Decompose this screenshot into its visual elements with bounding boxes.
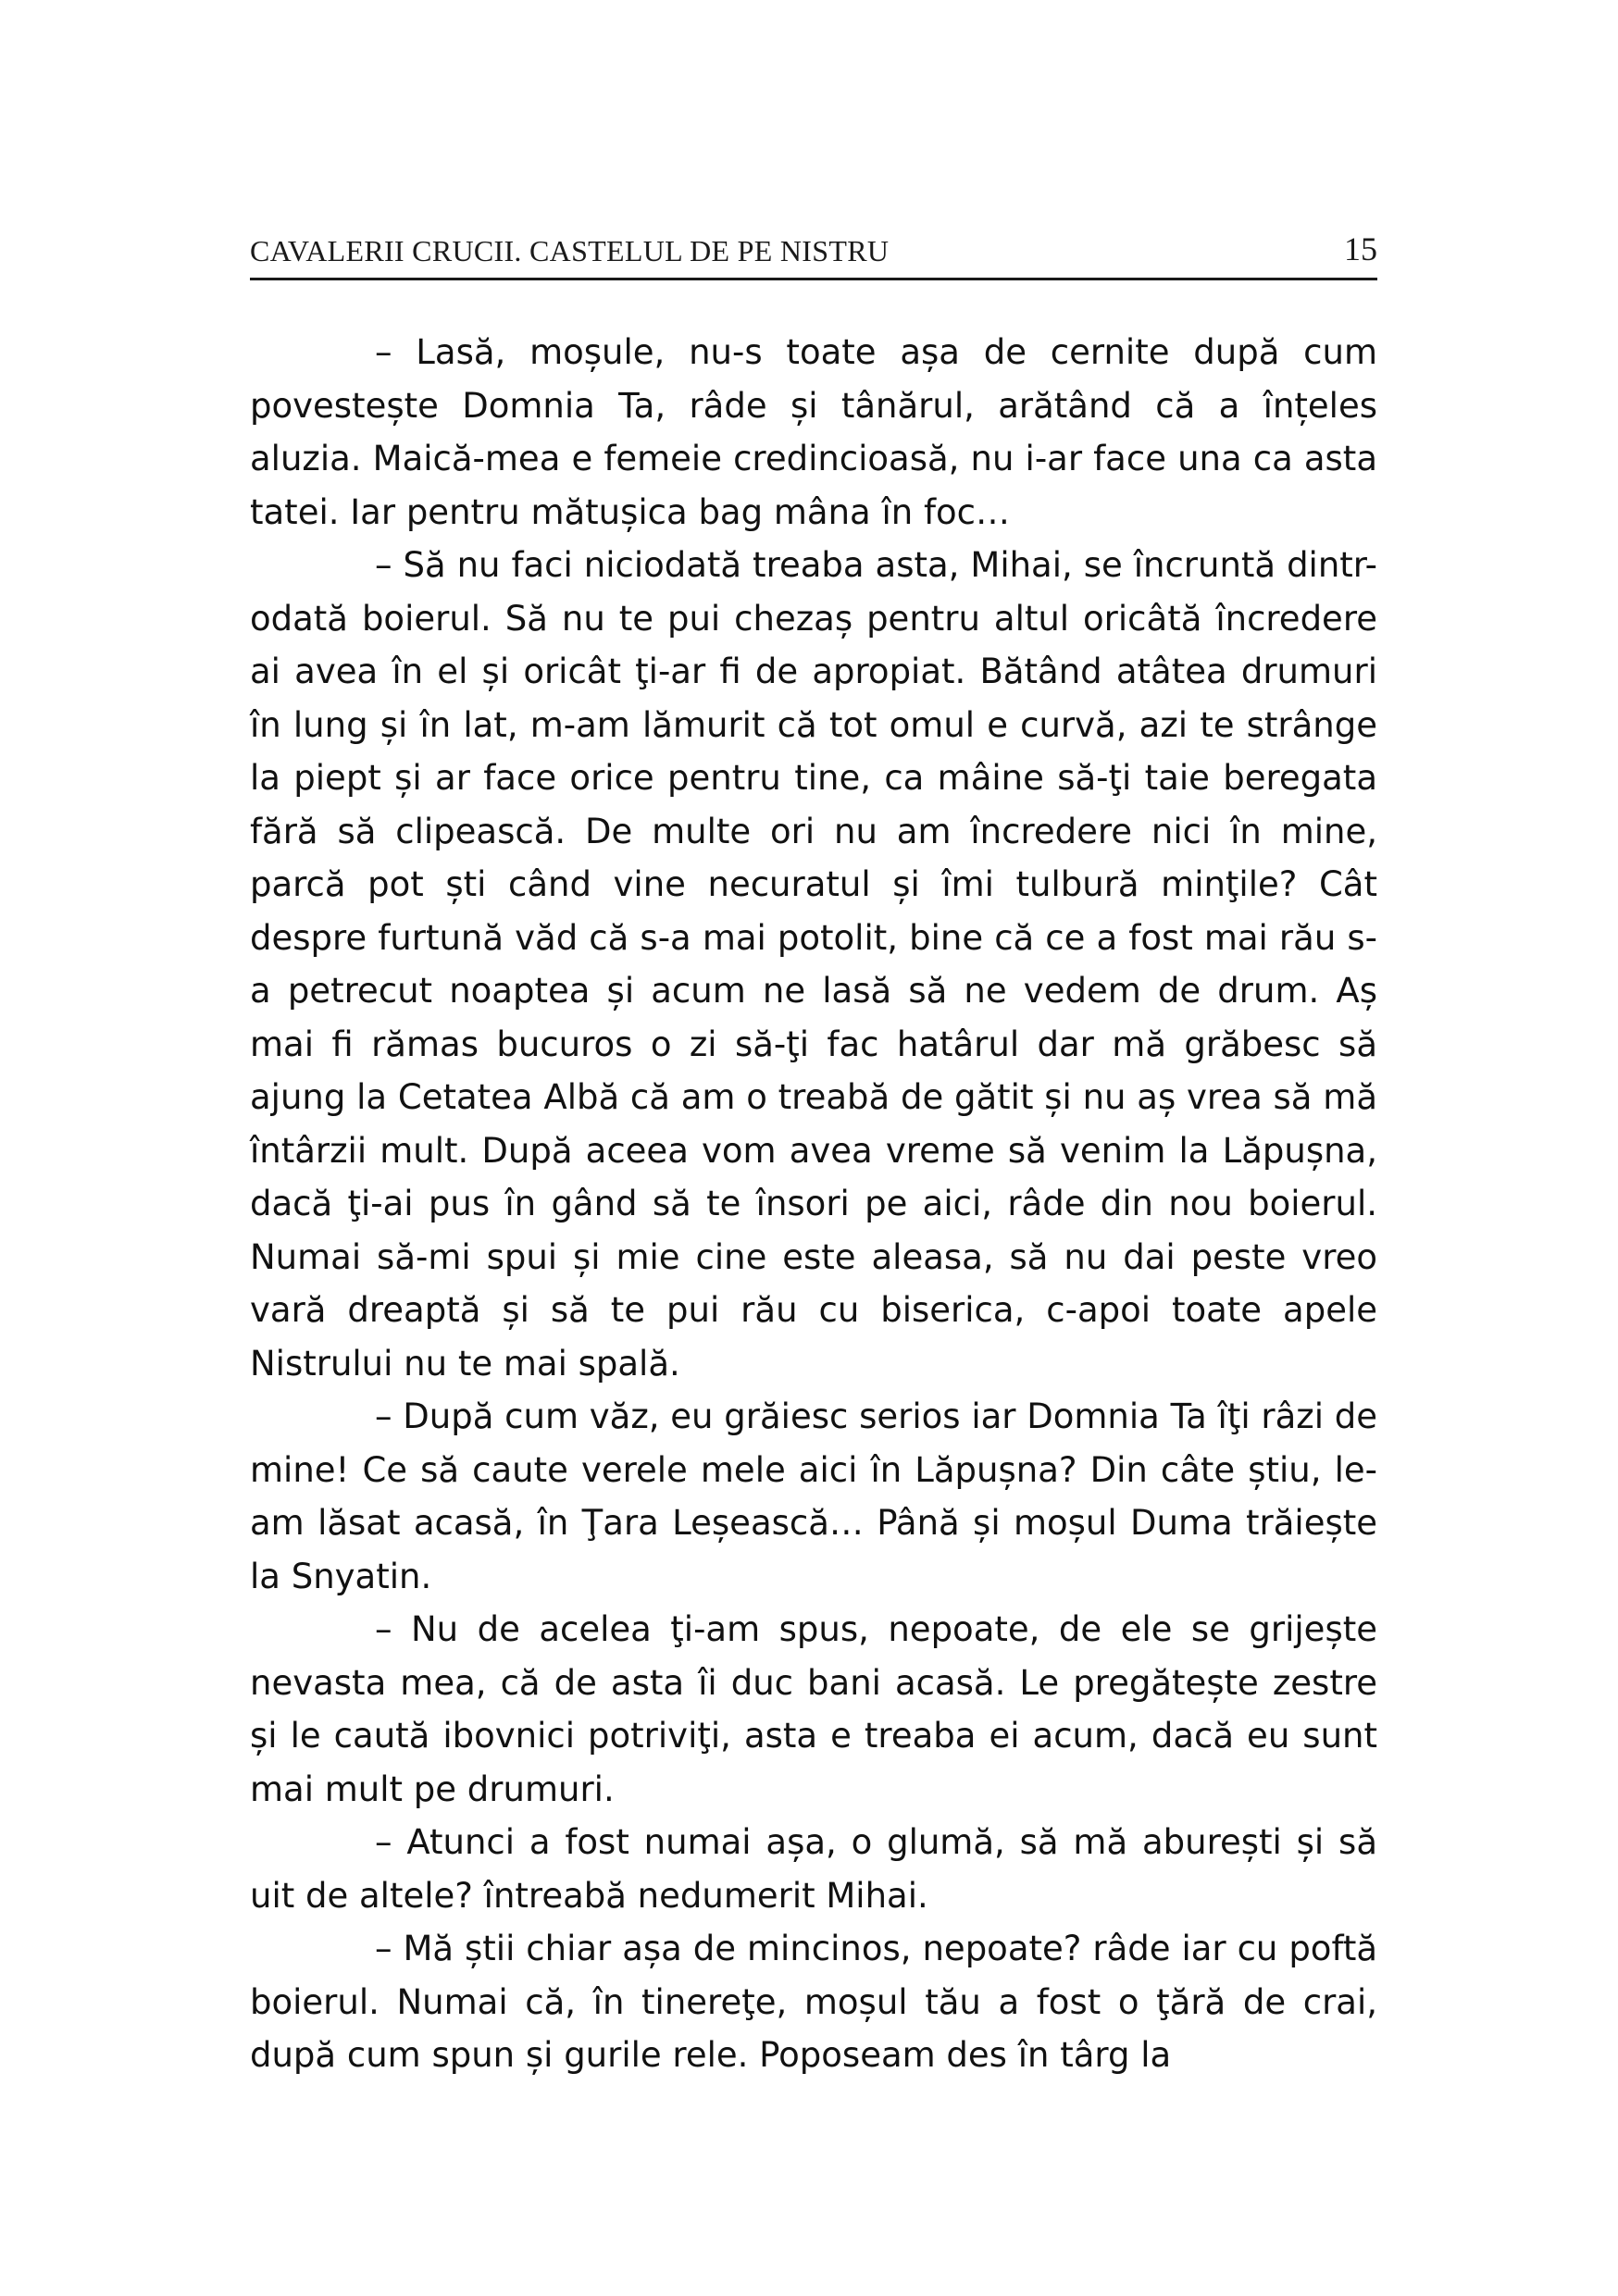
paragraph: – Să nu faci niciodată treaba asta, Mihai, se încruntă dintr-odată boierul. Să nu te pui chezaș pentru altul oricâtă încredere ai avea în el și oricât ţi-ar fi de apropiat. Bătând atâtea drumuri în lung și în lat, m-am lămurit că tot omul e curvă, azi te strânge la piept și ar face orice pentru tine, ca mâine să-ţi taie beregata fără să clipească. De multe ori nu am încredere nici în mine, parcă pot ști când vine necuratul și îmi tulbură minţile? Cât despre furtună văd că s-a mai potolit, bine că ce a fost mai rău s-a petrecut noaptea și acum ne lasă să ne vedem de drum. Aș mai fi rămas bucuros o zi să-ţi fac hatârul dar mă grăbesc să ajung la Cetatea Albă că am o treabă de gătit și nu aș vrea să mă întârzii mult. După aceea vom avea vreme să venim la Lăpușna, dacă ţi-ai pus în gând să te însori pe aici, râde din nou boierul. Numai să-mi spui și mie cine este aleasa, să nu dai peste vreo vară dreaptă și să te pui rău cu biserica, c-apoi toate apele Nistrului nu te mai spală.	[250, 545, 1377, 1384]
paragraph: – Mă știi chiar așa de mincinos, nepoate? râde iar cu poftă boierul. Numai că, în tinereţe, moșul tău a fost o ţără de crai, după cum spun și gurile rele. Poposeam des în târg la	[250, 1929, 1377, 2075]
paragraph: – După cum văz, eu grăiesc serios iar Domnia Ta îţi râzi de mine! Ce să caute verele mele aici în Lăpușna? Din câte știu, le-am lăsat acasă, în Ţara Leșească… Până și moșul Duma trăiește la Snyatin.	[250, 1396, 1377, 1596]
paragraph: – Nu de acelea ţi-am spus, nepoate, de ele se grijește nevasta mea, că de asta îi duc bani acasă. Le pregătește zestre și le caută ibovnici potriviţi, asta e treaba ei acum, dacă eu sunt mai mult pe drumuri.	[250, 1609, 1377, 1809]
page-number: 15	[1344, 230, 1377, 267]
running-header	[250, 224, 1377, 280]
running-title: CAVALERII CRUCII. CASTELUL DE PE NISTRU	[250, 234, 890, 267]
paragraph: – Atunci a fost numai așa, o glumă, să mă aburești și să uit de altele? întreabă nedumerit Mihai.	[250, 1822, 1377, 1916]
paragraph: – Lasă, moșule, nu-s toate așa de cernite după cum povestește Domnia Ta, râde și tânărul, arătând că a înțeles aluzia. Maică-mea e femeie credincioasă, nu i-ar face una ca asta tatei. Iar pentru mătușica bag mâna în foc…	[250, 332, 1377, 532]
page-body	[250, 326, 1377, 2082]
